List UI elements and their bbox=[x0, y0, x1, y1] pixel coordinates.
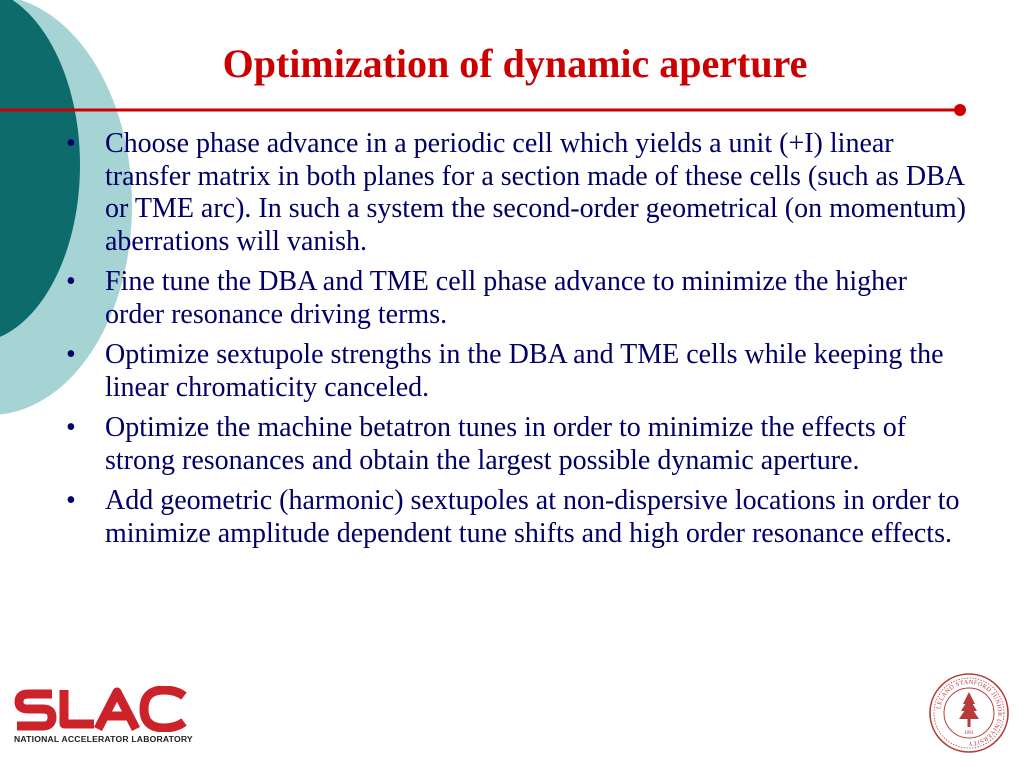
bullet-marker: • bbox=[66, 412, 76, 443]
bullet-marker: • bbox=[66, 266, 76, 297]
bullet-text: Optimize sextupole strengths in the DBA and TME cells while keeping the linear chromaticity canceled. bbox=[105, 339, 944, 403]
stanford-seal-icon bbox=[928, 672, 1010, 754]
bullet-list bbox=[66, 128, 971, 558]
bullet-text: Fine tune the DBA and TME cell phase advance to minimize the higher order resonance driving terms. bbox=[105, 266, 907, 330]
slac-wordmark bbox=[14, 686, 190, 732]
slac-logo bbox=[14, 686, 194, 758]
svg-text:1891: 1891 bbox=[964, 731, 974, 736]
bullet-marker: • bbox=[66, 485, 76, 516]
bullet-text: Choose phase advance in a periodic cell which yields a unit (+I) linear transfer matrix in both planes for a section made of these cells (such as DBA or TME arc). In such a system the second-order geometrical (on momentum) aberrations will vanish. bbox=[105, 128, 966, 257]
bullet-item bbox=[66, 485, 971, 550]
bullet-item bbox=[66, 266, 971, 331]
slac-subtitle: NATIONAL ACCELERATOR LABORATORY bbox=[14, 734, 193, 744]
dot-icon bbox=[954, 104, 966, 116]
bullet-item bbox=[66, 412, 971, 477]
bullet-item bbox=[66, 339, 971, 404]
bullet-marker: • bbox=[66, 128, 76, 159]
bullet-text: Add geometric (harmonic) sextupoles at non-dispersive locations in order to minimize amplitude dependent tune shifts and high order resonance effects. bbox=[105, 485, 960, 549]
svg-text:LELAND STANFORD JUNIOR UNIVERS: LELAND STANFORD JUNIOR UNIVERSITY bbox=[935, 678, 1004, 748]
bullet-text: Optimize the machine betatron tunes in order to minimize the effects of strong resonances and obtain the largest possible dynamic aperture. bbox=[105, 412, 907, 476]
slide-title: Optimization of dynamic aperture bbox=[222, 41, 808, 86]
bullet-item bbox=[66, 128, 971, 258]
title-rule bbox=[0, 100, 970, 120]
bullet-marker: • bbox=[66, 339, 76, 370]
